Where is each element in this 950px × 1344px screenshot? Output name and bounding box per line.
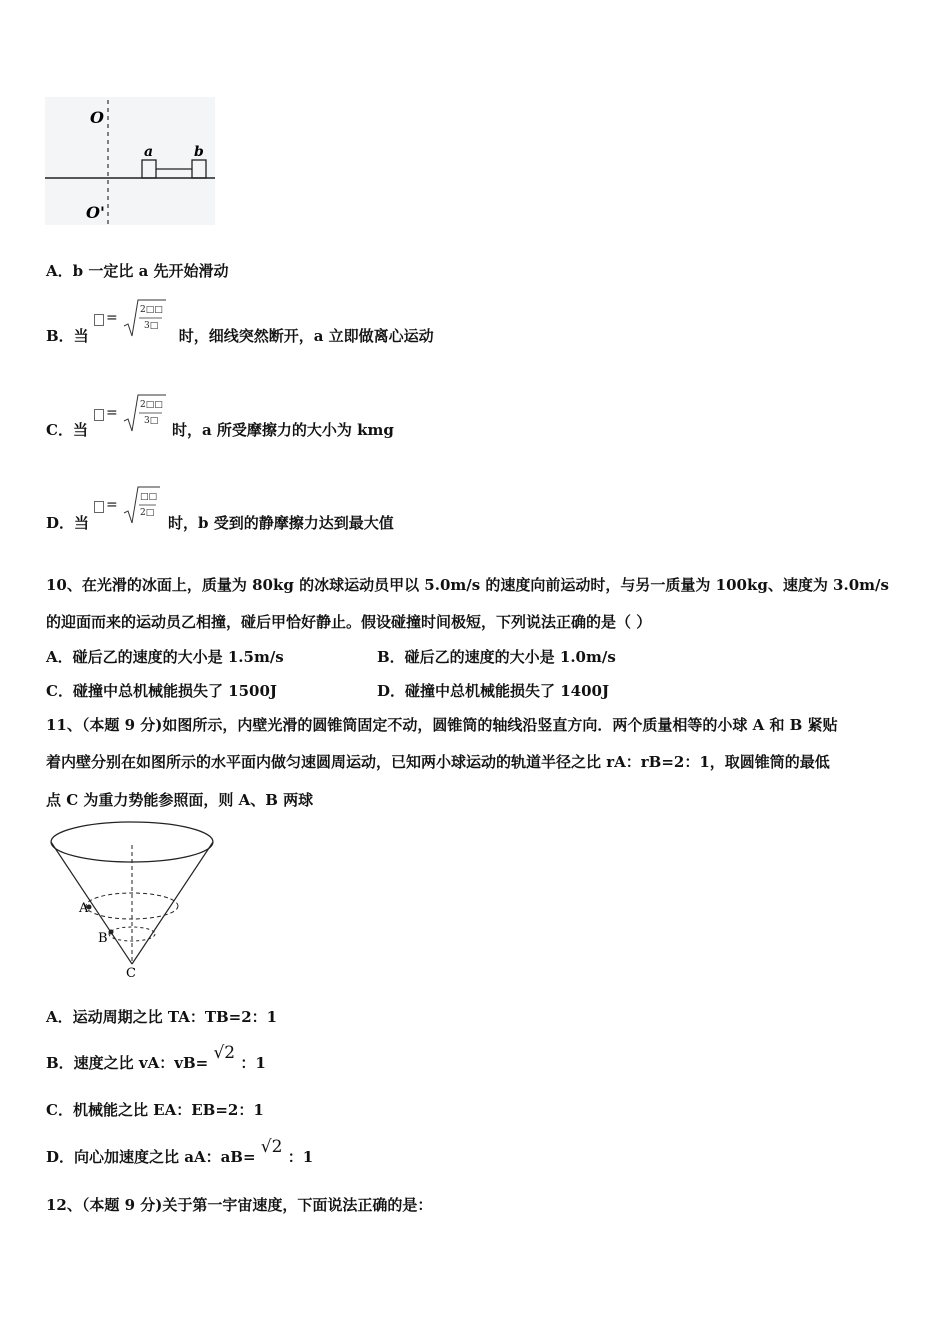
q11-option-d-prefix: D．向心加速度之比 aA：aB= (46, 1148, 256, 1166)
figure-disk-blocks (40, 95, 220, 230)
q9-option-d-prefix: D．当 (46, 514, 90, 532)
q9-formula-c-den: 3□ (144, 416, 159, 426)
label-point-c: C (126, 966, 136, 981)
q9-option-c-suffix: 时，a 所受摩擦力的大小为 kmg (171, 421, 394, 439)
q11-stem-line2: 着内壁分别在如图所示的水平面内做匀速圆周运动，已知两小球运动的轨道半径之比 rA：rB=2：1，取圆锥筒的最低 (46, 753, 830, 771)
ball-b (109, 930, 114, 935)
q9-formula-b-num: 2□□ (140, 305, 163, 315)
q9-formula-c: = 2□□ 3□ (90, 393, 170, 438)
q11-option-a (46, 1008, 277, 1026)
q9-option-c-prefix: C．当 (46, 421, 88, 439)
q10-stem-line2: 的迎面而来的运动员乙相撞，碰后甲恰好静止。假设碰撞时间极短，下列说法正确的是（ ） (46, 613, 652, 631)
label-b: b (194, 144, 204, 160)
q10-option-b: B．碰后乙的速度的大小是 1.0m/s (377, 648, 616, 666)
q11-option-d-sqrt: √2 (260, 1137, 283, 1157)
label-a: a (144, 144, 154, 160)
q9-formula-b-den: 3□ (144, 321, 159, 331)
q11-option-b-sqrt: √2 (213, 1043, 236, 1063)
q11-option-b-prefix: B．速度之比 vA：vB= (46, 1054, 209, 1072)
q9-formula-d-den: 2□ (140, 508, 155, 518)
q11-stem-line1: 11、（本题 9 分)如图所示，内壁光滑的圆锥筒固定不动，圆锥筒的轴线沿竖直方向．两个质量相等的小球 A 和 B 紧贴 (46, 716, 838, 734)
q11-option-a-text: A．运动周期之比 TA：TB=2：1 (46, 1008, 278, 1026)
q11-stem-line3: 点 C 为重力势能参照面，则 A、B 两球 (46, 791, 314, 809)
label-ball-b: B (98, 931, 108, 946)
label-ball-a: A (79, 901, 89, 916)
q9-option-b-prefix: B．当 (46, 327, 89, 345)
q9-option-b-suffix: 时，细线突然断开，a 立即做离心运动 (178, 327, 434, 345)
q10-option-d: D．碰撞中总机械能损失了 1400J (377, 682, 610, 700)
q10-stem-line1: 10、在光滑的冰面上，质量为 80kg 的冰球运动员甲以 5.0m/s 的速度向前运动时，与另一质量为 100kg、速度为 3.0m/s (46, 576, 889, 594)
q10-option-a: A．碰后乙的速度的大小是 1.5m/s (46, 648, 284, 666)
q9-formula-c-num: 2□□ (140, 400, 163, 410)
q11-option-b (46, 1043, 266, 1072)
q12-stem-line1: 12、（本题 9 分)关于第一宇宙速度，下面说法正确的是： (46, 1196, 433, 1214)
figure-cone (48, 820, 223, 982)
label-o: O (90, 108, 104, 127)
q9-option-a: A．b 一定比 a 先开始滑动 (46, 262, 229, 280)
q9-option-d-suffix: 时，b 受到的静摩擦力达到最大值 (168, 514, 394, 532)
q11-option-c: C．机械能之比 EA：EB=2：1 (46, 1101, 264, 1119)
q11-option-b-suffix: ：1 (240, 1054, 266, 1072)
label-o-prime: O' (86, 203, 105, 222)
q9-formula-b: = 2□□ 3□ (90, 298, 170, 343)
q10-option-c: C．碰撞中总机械能损失了 1500J (46, 682, 278, 700)
q11-option-d (46, 1137, 314, 1166)
q11-option-d-suffix: ：1 (287, 1148, 314, 1166)
q9-formula-d: = □□ 2□ (90, 485, 170, 530)
q9-formula-d-num: □□ (140, 492, 158, 502)
